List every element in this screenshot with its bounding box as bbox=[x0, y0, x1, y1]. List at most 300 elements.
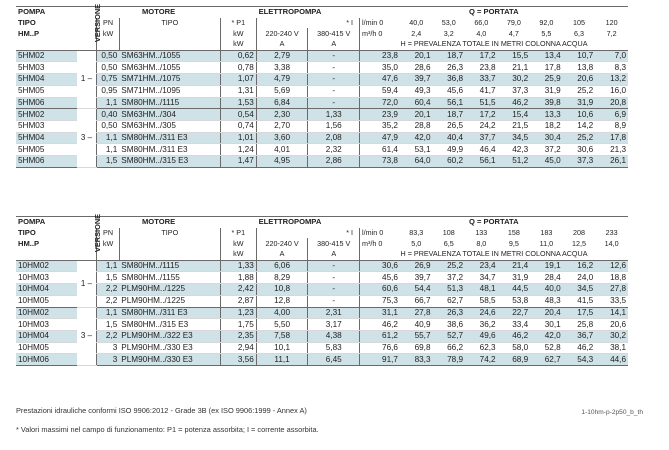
head-value: 31,9 bbox=[498, 272, 531, 284]
head-value: 23,8 bbox=[360, 50, 400, 62]
head-value: 21,4 bbox=[498, 260, 531, 272]
current-380v: - bbox=[308, 295, 360, 307]
head-value: 54,4 bbox=[400, 284, 433, 296]
head-value: 26,9 bbox=[400, 260, 433, 272]
flow-m3h: 4,0 bbox=[476, 28, 487, 38]
current-380v: - bbox=[308, 284, 360, 296]
head-value: 13,3 bbox=[530, 109, 563, 121]
head-value: 31,9 bbox=[563, 97, 596, 109]
head-value: 18,8 bbox=[595, 272, 628, 284]
performance-table-10hm bbox=[16, 213, 628, 366]
flow-lmin: 92,0 bbox=[539, 18, 554, 28]
head-value: 28,4 bbox=[530, 272, 563, 284]
head-value: 39,8 bbox=[530, 97, 563, 109]
head-value: 8,3 bbox=[595, 62, 628, 74]
head-value: 37,3 bbox=[498, 85, 531, 97]
head-value: 36,8 bbox=[433, 74, 466, 86]
head-value: 41,7 bbox=[465, 85, 498, 97]
head-value: 22,7 bbox=[498, 307, 531, 319]
lmin-label: l/min 0 bbox=[360, 228, 400, 239]
table-row bbox=[16, 330, 628, 342]
motor-type: SM63HM../1055 bbox=[119, 50, 220, 62]
motor-type: PLM90HM../322 E3 bbox=[119, 330, 220, 342]
head-value: 20,4 bbox=[530, 307, 563, 319]
head-value: 58,0 bbox=[498, 342, 531, 354]
head-value: 47,6 bbox=[360, 74, 400, 86]
motor-power: 1,1 bbox=[97, 97, 119, 109]
motor-power: 1,1 bbox=[97, 144, 119, 156]
head-value: 34,5 bbox=[498, 132, 531, 144]
head-value: 49,6 bbox=[465, 330, 498, 342]
flow-lmin: 79,0 bbox=[506, 18, 521, 28]
current-380v: - bbox=[308, 74, 360, 86]
head-value: 51,2 bbox=[498, 155, 531, 167]
pump-model: 5HM06 bbox=[16, 97, 77, 109]
head-value: 37,2 bbox=[530, 144, 563, 156]
current-380v: - bbox=[308, 97, 360, 109]
flow-lmin: 208 bbox=[572, 228, 585, 238]
m3h-label: m³/h 0 bbox=[360, 28, 400, 39]
motor-power: 2,2 bbox=[97, 284, 119, 296]
absorbed-power: 0,74 bbox=[220, 120, 256, 132]
head-value: 28,6 bbox=[400, 62, 433, 74]
motor-power: 0,75 bbox=[97, 74, 119, 86]
head-value: 37,7 bbox=[465, 132, 498, 144]
motor-type: SM80HM../315 E3 bbox=[119, 319, 220, 331]
current-220v: 10,8 bbox=[256, 284, 308, 296]
m3h-label: m³/h 0 bbox=[360, 238, 400, 249]
motor-type: SM80HM../1115 bbox=[119, 97, 220, 109]
absorbed-power: 0,62 bbox=[220, 50, 256, 62]
head-value: 72,0 bbox=[360, 97, 400, 109]
absorbed-power: 1,07 bbox=[220, 74, 256, 86]
flow-m3h: 6,5 bbox=[443, 238, 454, 248]
pump-model: 5HM03 bbox=[16, 62, 77, 74]
i220-unit: A bbox=[256, 249, 308, 260]
current-220v: 4,01 bbox=[256, 144, 308, 156]
absorbed-power: 2,94 bbox=[220, 342, 256, 354]
i-header: * I bbox=[256, 228, 359, 239]
head-value: 52,8 bbox=[530, 342, 563, 354]
table-row bbox=[16, 284, 628, 296]
head-value: 35,2 bbox=[360, 120, 400, 132]
motor-power: 0,50 bbox=[97, 50, 119, 62]
current-220v: 4,95 bbox=[256, 155, 308, 167]
current-380v: 1,33 bbox=[308, 109, 360, 121]
flow-m3h: 6,3 bbox=[573, 28, 584, 38]
flow-lmin: 158 bbox=[507, 228, 520, 238]
head-value: 40,0 bbox=[530, 284, 563, 296]
absorbed-power: 3,56 bbox=[220, 354, 256, 366]
head-value: 47,9 bbox=[360, 132, 400, 144]
head-value: 14,1 bbox=[595, 307, 628, 319]
head-value: 26,1 bbox=[595, 155, 628, 167]
head-value: 38,6 bbox=[433, 319, 466, 331]
hm-header: HM..P bbox=[18, 238, 40, 248]
head-value: 45,6 bbox=[433, 85, 466, 97]
head-value: 62,7 bbox=[530, 354, 563, 366]
head-value: 37,3 bbox=[563, 155, 596, 167]
current-380v: - bbox=[308, 50, 360, 62]
absorbed-power: 1,53 bbox=[220, 97, 256, 109]
pump-model: 5HM04 bbox=[16, 74, 77, 86]
flow-m3h: 3,2 bbox=[443, 28, 454, 38]
head-value: 83,3 bbox=[400, 354, 433, 366]
pompa-header: POMPA bbox=[16, 7, 77, 18]
motor-type: SM71HM../1095 bbox=[119, 85, 220, 97]
current-380v: 5,83 bbox=[308, 342, 360, 354]
portata-header: Q = PORTATA bbox=[360, 217, 628, 228]
v380-header: 380-415 V bbox=[308, 28, 360, 39]
head-value: 58,5 bbox=[465, 295, 498, 307]
head-value: 30,4 bbox=[530, 132, 563, 144]
version-cell: 1 – bbox=[77, 50, 97, 108]
portata-header: Q = PORTATA bbox=[360, 7, 628, 18]
head-value: 30,6 bbox=[360, 260, 400, 272]
head-value: 48,1 bbox=[465, 284, 498, 296]
head-value: 23,8 bbox=[465, 62, 498, 74]
head-value: 8,9 bbox=[595, 120, 628, 132]
current-220v: 11,1 bbox=[256, 354, 308, 366]
motor-power: 1,1 bbox=[97, 260, 119, 272]
head-value: 39,7 bbox=[400, 272, 433, 284]
head-value: 26,3 bbox=[433, 62, 466, 74]
pn-unit: kW bbox=[97, 28, 119, 39]
elettropompa-header: ELETTROPOMPA bbox=[220, 7, 359, 18]
head-value: 34,7 bbox=[465, 272, 498, 284]
motor-type: SM63HM../1055 bbox=[119, 62, 220, 74]
figure-code: 1-10hm-p-2p50_b_th bbox=[581, 409, 643, 416]
tipo-header: TIPO bbox=[18, 18, 36, 28]
current-380v: - bbox=[308, 272, 360, 284]
absorbed-power: 1,23 bbox=[220, 307, 256, 319]
head-value: 6,9 bbox=[595, 109, 628, 121]
current-380v: - bbox=[308, 260, 360, 272]
current-380v: 2,08 bbox=[308, 132, 360, 144]
head-value: 27,8 bbox=[595, 284, 628, 296]
table-row bbox=[16, 74, 628, 86]
head-value: 44,6 bbox=[595, 354, 628, 366]
head-value: 20,8 bbox=[595, 97, 628, 109]
motor-power: 0,95 bbox=[97, 85, 119, 97]
table-row bbox=[16, 260, 628, 272]
motor-tipo-header: TIPO bbox=[119, 18, 220, 29]
head-value: 51,5 bbox=[465, 97, 498, 109]
motor-power: 1,1 bbox=[97, 132, 119, 144]
current-220v: 2,70 bbox=[256, 120, 308, 132]
pump-model: 10HM05 bbox=[16, 342, 77, 354]
head-header: H = PREVALENZA TOTALE IN METRI COLONNA ACQUA bbox=[360, 39, 628, 50]
pump-model: 10HM02 bbox=[16, 307, 77, 319]
flow-lmin: 66,0 bbox=[474, 18, 489, 28]
motor-type: SM71HM../1075 bbox=[119, 74, 220, 86]
flow-lmin: 120 bbox=[605, 18, 618, 28]
head-value: 51,3 bbox=[433, 284, 466, 296]
current-380v: 2,31 bbox=[308, 307, 360, 319]
flow-lmin: 53,0 bbox=[441, 18, 456, 28]
head-value: 34,5 bbox=[563, 284, 596, 296]
current-220v: 3,60 bbox=[256, 132, 308, 144]
head-value: 46,2 bbox=[498, 97, 531, 109]
head-value: 59,4 bbox=[360, 85, 400, 97]
flow-m3h: 7,2 bbox=[606, 28, 617, 38]
p1-header: * P1 bbox=[220, 18, 256, 29]
table-row bbox=[16, 62, 628, 74]
head-value: 17,8 bbox=[530, 62, 563, 74]
motor-type: PLM90HM../330 E3 bbox=[119, 342, 220, 354]
head-value: 56,1 bbox=[465, 155, 498, 167]
table-row bbox=[16, 342, 628, 354]
absorbed-power: 1,88 bbox=[220, 272, 256, 284]
head-value: 36,7 bbox=[563, 330, 596, 342]
table-row bbox=[16, 132, 628, 144]
motor-type: PLM90HM../1225 bbox=[119, 284, 220, 296]
head-value: 20,1 bbox=[400, 50, 433, 62]
i380-unit: A bbox=[308, 249, 360, 260]
motor-type: SM80HM../315 E3 bbox=[119, 155, 220, 167]
elettropompa-header: ELETTROPOMPA bbox=[220, 217, 359, 228]
pump-model: 10HM03 bbox=[16, 272, 77, 284]
motor-power: 2,2 bbox=[97, 295, 119, 307]
head-value: 46,2 bbox=[563, 342, 596, 354]
head-value: 7,0 bbox=[595, 50, 628, 62]
head-value: 42,0 bbox=[530, 330, 563, 342]
head-value: 31,1 bbox=[360, 307, 400, 319]
head-value: 15,5 bbox=[498, 50, 531, 62]
pump-model: 10HM03 bbox=[16, 319, 77, 331]
head-value: 55,7 bbox=[400, 330, 433, 342]
head-value: 60,2 bbox=[433, 155, 466, 167]
head-value: 26,5 bbox=[433, 120, 466, 132]
absorbed-power: 2,42 bbox=[220, 284, 256, 296]
head-value: 69,8 bbox=[400, 342, 433, 354]
head-value: 12,6 bbox=[595, 260, 628, 272]
motor-type: SM80HM../311 E3 bbox=[119, 144, 220, 156]
head-value: 21,3 bbox=[595, 144, 628, 156]
pn-header: PN bbox=[97, 228, 119, 239]
table-row bbox=[16, 97, 628, 109]
current-380v: 2,32 bbox=[308, 144, 360, 156]
head-value: 44,5 bbox=[498, 284, 531, 296]
head-value: 23,4 bbox=[465, 260, 498, 272]
head-value: 39,7 bbox=[400, 74, 433, 86]
flow-m3h: 5,0 bbox=[411, 238, 422, 248]
head-value: 18,2 bbox=[530, 120, 563, 132]
motor-type: SM63HM../304 bbox=[119, 109, 220, 121]
head-value: 60,6 bbox=[360, 284, 400, 296]
table-row bbox=[16, 354, 628, 366]
head-value: 53,8 bbox=[498, 295, 531, 307]
version-cell: 3 – bbox=[77, 307, 97, 365]
motor-type: PLM90HM../1225 bbox=[119, 295, 220, 307]
motor-tipo-header: TIPO bbox=[119, 228, 220, 239]
head-value: 54,3 bbox=[563, 354, 596, 366]
motor-power: 0,50 bbox=[97, 62, 119, 74]
pump-model: 10HM06 bbox=[16, 354, 77, 366]
pump-model: 10HM05 bbox=[16, 295, 77, 307]
absorbed-power: 1,01 bbox=[220, 132, 256, 144]
head-value: 16,0 bbox=[595, 85, 628, 97]
current-220v: 5,69 bbox=[256, 85, 308, 97]
pn-header: PN bbox=[97, 18, 119, 29]
head-value: 13,2 bbox=[595, 74, 628, 86]
flow-m3h: 2,4 bbox=[411, 28, 422, 38]
motor-type: SM80HM../1115 bbox=[119, 260, 220, 272]
head-value: 33,7 bbox=[465, 74, 498, 86]
pump-model: 5HM06 bbox=[16, 155, 77, 167]
motor-type: PLM90HM../330 E3 bbox=[119, 354, 220, 366]
flow-m3h: 11,0 bbox=[539, 238, 554, 248]
head-value: 18,7 bbox=[433, 50, 466, 62]
v380-header: 380-415 V bbox=[308, 238, 360, 249]
head-value: 27,8 bbox=[400, 307, 433, 319]
head-value: 25,2 bbox=[563, 132, 596, 144]
head-value: 10,7 bbox=[563, 50, 596, 62]
motor-power: 1,5 bbox=[97, 319, 119, 331]
head-value: 26,3 bbox=[433, 307, 466, 319]
motor-power: 0,40 bbox=[97, 109, 119, 121]
head-value: 20,6 bbox=[563, 74, 596, 86]
head-value: 25,8 bbox=[563, 319, 596, 331]
pump-model: 5HM05 bbox=[16, 144, 77, 156]
current-380v: - bbox=[308, 62, 360, 74]
head-value: 61,4 bbox=[360, 144, 400, 156]
flow-m3h: 4,7 bbox=[508, 28, 519, 38]
head-value: 41,5 bbox=[563, 295, 596, 307]
head-value: 46,2 bbox=[498, 330, 531, 342]
head-value: 15,4 bbox=[498, 109, 531, 121]
i380-unit: A bbox=[308, 39, 360, 50]
head-value: 30,2 bbox=[595, 330, 628, 342]
pump-model: 5HM02 bbox=[16, 50, 77, 62]
head-value: 21,1 bbox=[498, 62, 531, 74]
flow-lmin: 40,0 bbox=[409, 18, 424, 28]
flow-lmin: 183 bbox=[540, 228, 553, 238]
current-380v: 2,86 bbox=[308, 155, 360, 167]
current-220v: 3,38 bbox=[256, 62, 308, 74]
absorbed-power: 2,35 bbox=[220, 330, 256, 342]
i-header: * I bbox=[256, 18, 359, 29]
pump-model: 5HM03 bbox=[16, 120, 77, 132]
pump-model: 5HM05 bbox=[16, 85, 77, 97]
head-value: 16,2 bbox=[563, 260, 596, 272]
motor-power: 1,5 bbox=[97, 155, 119, 167]
current-220v: 2,79 bbox=[256, 50, 308, 62]
motore-header: MOTORE bbox=[97, 217, 221, 228]
table-row bbox=[16, 109, 628, 121]
current-220v: 2,30 bbox=[256, 109, 308, 121]
pompa-header: POMPA bbox=[16, 217, 77, 228]
head-value: 66,2 bbox=[433, 342, 466, 354]
pump-model: 5HM04 bbox=[16, 132, 77, 144]
table-row bbox=[16, 295, 628, 307]
head-value: 61,2 bbox=[360, 330, 400, 342]
head-value: 68,9 bbox=[498, 354, 531, 366]
head-header: H = PREVALENZA TOTALE IN METRI COLONNA ACQUA bbox=[360, 249, 628, 260]
head-value: 52,7 bbox=[433, 330, 466, 342]
p1-unit: kW bbox=[220, 238, 256, 249]
head-value: 25,2 bbox=[433, 260, 466, 272]
flow-m3h: 12,5 bbox=[571, 238, 586, 248]
absorbed-power: 0,78 bbox=[220, 62, 256, 74]
motor-type: SM80HM../311 E3 bbox=[119, 307, 220, 319]
absorbed-power: 1,24 bbox=[220, 144, 256, 156]
tipo-header: TIPO bbox=[18, 228, 36, 238]
table-row bbox=[16, 272, 628, 284]
current-220v: 10,1 bbox=[256, 342, 308, 354]
head-value: 30,6 bbox=[563, 144, 596, 156]
absorbed-power: 1,31 bbox=[220, 85, 256, 97]
versione-header: VERSIONE bbox=[77, 7, 97, 40]
head-value: 46,2 bbox=[360, 319, 400, 331]
absorbed-power: 2,87 bbox=[220, 295, 256, 307]
flow-lmin: 233 bbox=[605, 228, 618, 238]
pump-model: 10HM04 bbox=[16, 284, 77, 296]
current-220v: 7,58 bbox=[256, 330, 308, 342]
table-row bbox=[16, 85, 628, 97]
head-value: 19,1 bbox=[530, 260, 563, 272]
head-value: 45,6 bbox=[360, 272, 400, 284]
version-cell: 1 – bbox=[77, 260, 97, 307]
current-220v: 12,8 bbox=[256, 295, 308, 307]
head-value: 76,6 bbox=[360, 342, 400, 354]
head-value: 28,8 bbox=[400, 120, 433, 132]
p1-unit: kW bbox=[220, 28, 256, 39]
head-value: 53,1 bbox=[400, 144, 433, 156]
head-value: 74,2 bbox=[465, 354, 498, 366]
p1-header: * P1 bbox=[220, 228, 256, 239]
i220-unit: A bbox=[256, 39, 308, 50]
lmin-label: l/min 0 bbox=[360, 18, 400, 29]
absorbed-power: 1,75 bbox=[220, 319, 256, 331]
head-value: 20,6 bbox=[595, 319, 628, 331]
head-value: 91,7 bbox=[360, 354, 400, 366]
head-value: 56,1 bbox=[433, 97, 466, 109]
head-value: 24,0 bbox=[563, 272, 596, 284]
head-value: 24,6 bbox=[465, 307, 498, 319]
head-value: 66,7 bbox=[400, 295, 433, 307]
head-value: 21,5 bbox=[498, 120, 531, 132]
pn-unit: kW bbox=[97, 238, 119, 249]
flow-lmin: 105 bbox=[572, 18, 585, 28]
current-380v: - bbox=[308, 85, 360, 97]
pump-model: 5HM02 bbox=[16, 109, 77, 121]
head-value: 45,0 bbox=[530, 155, 563, 167]
head-value: 17,2 bbox=[465, 109, 498, 121]
head-value: 42,3 bbox=[498, 144, 531, 156]
absorbed-power: 1,47 bbox=[220, 155, 256, 167]
head-value: 17,2 bbox=[465, 50, 498, 62]
v220-header: 220-240 V bbox=[256, 238, 308, 249]
head-value: 49,9 bbox=[433, 144, 466, 156]
motor-type: SM63HM../305 bbox=[119, 120, 220, 132]
table-row bbox=[16, 155, 628, 167]
flow-m3h: 9,5 bbox=[508, 238, 519, 248]
head-value: 73,8 bbox=[360, 155, 400, 167]
head-value: 40,4 bbox=[433, 132, 466, 144]
head-value: 18,7 bbox=[433, 109, 466, 121]
head-value: 14,2 bbox=[563, 120, 596, 132]
current-220v: 4,00 bbox=[256, 307, 308, 319]
head-value: 13,8 bbox=[563, 62, 596, 74]
table-row bbox=[16, 307, 628, 319]
motor-type: SM80HM../1155 bbox=[119, 272, 220, 284]
flow-lmin: 83,3 bbox=[409, 228, 424, 238]
values-footnote: * Valori massimi nel campo di funzionamento: P1 = potenza assorbita; I = corrente assorbita. bbox=[16, 425, 319, 434]
head-value: 38,1 bbox=[595, 342, 628, 354]
motor-power: 1,1 bbox=[97, 307, 119, 319]
head-value: 49,3 bbox=[400, 85, 433, 97]
